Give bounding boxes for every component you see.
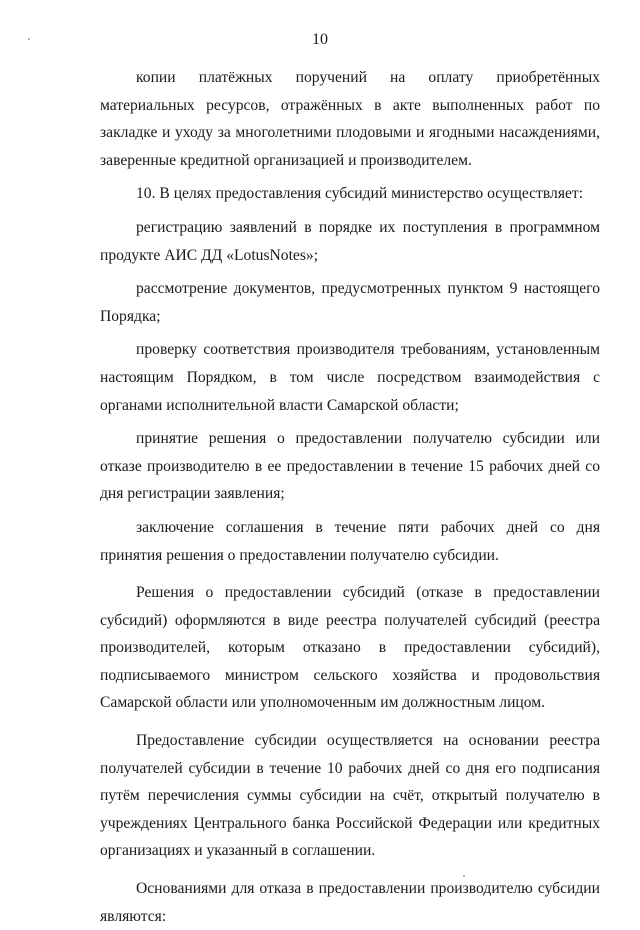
paragraph: заключение соглашения в течение пяти рабочих дней со дня принятия решения о предоставлении получателю субсидии. bbox=[100, 518, 600, 564]
paragraph: 10. В целях предоставления субсидий министерство осуществляет: bbox=[136, 185, 584, 203]
paragraph: Решения о предоставлении субсидий (отказе в предоставлении субсидий) оформляются в виде реестра получателей субсидий (реестра производителей, которым отказано в предоставлении субсидий), подписываемого министром сельского хозяйства и продовольствия Самарской области или уполномоченным им должностным лицом. bbox=[100, 584, 600, 712]
paragraph: принятие решения о предоставлении получателю субсидии или отказе производителю в ее предоставлении в течение 15 рабочих дней со дня регистрации заявления; bbox=[100, 430, 600, 503]
paragraph: Основаниями для отказа в предоставлении производителю субсидии являются: bbox=[100, 880, 600, 925]
paragraph: Предоставление субсидии осуществляется на основании реестра получателей субсидии в течение 10 рабочих дней со дня его подписания путём перечисления суммы субсидии на счёт, открытый получателю в учреждениях Центрального банка Российской Федерации или кредитных организациях и указанный в соглашении. bbox=[100, 732, 600, 860]
paragraph: проверку соответствия производителя требованиям, установленным настоящим Порядком, в том числе посредством взаимодействия с органами исполнительной власти Самарской области; bbox=[100, 341, 600, 414]
paragraph: рассмотрение документов, предусмотренных пунктом 9 настоящего Порядка; bbox=[100, 280, 600, 325]
page-number: 10 bbox=[312, 31, 328, 48]
scan-speck bbox=[28, 38, 30, 40]
paragraph: копии платёжных поручений на оплату приобретённых материальных ресурсов, отражённых в акте выполненных работ по закладке и уходу за многолетними плодовыми и ягодными насаждениями, заверенные кредитной организацией и производителем. bbox=[100, 69, 600, 169]
document-body bbox=[100, 64, 600, 930]
paragraph: регистрацию заявлений в порядке их поступления в программном продукте АИС ДД «LotusNotes»; bbox=[100, 218, 600, 264]
